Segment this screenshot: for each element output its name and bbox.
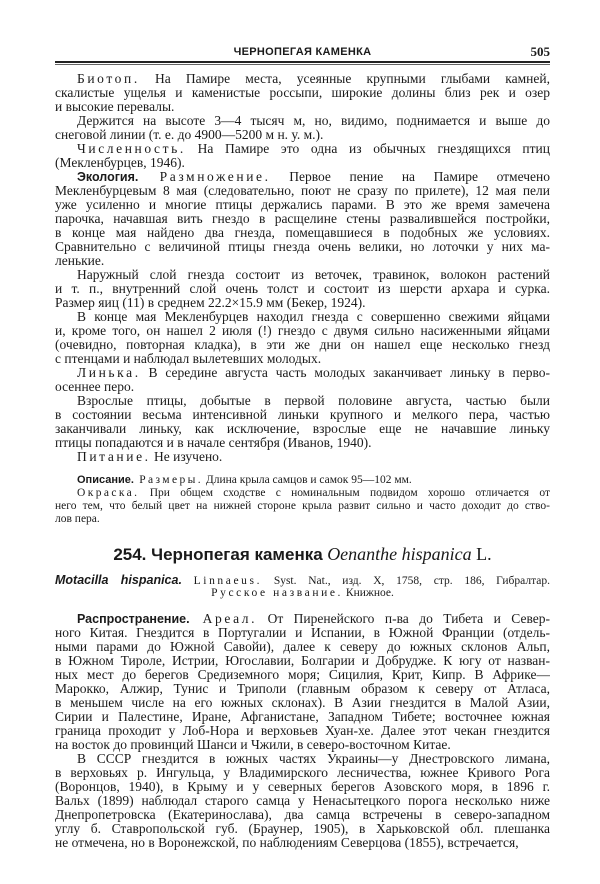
text-line	[55, 450, 550, 464]
line-text: (очевидно, повторная кладка), в эти же дни он нашел еще несколько гнезд	[55, 338, 550, 352]
paragraph	[55, 170, 550, 268]
text-line	[55, 100, 550, 114]
text-line	[55, 808, 550, 822]
spaced-lead: Биотоп.	[77, 72, 140, 86]
text-line	[55, 738, 550, 752]
text-line	[55, 254, 550, 268]
text-line	[55, 156, 550, 170]
header-rule-thin	[55, 64, 550, 65]
paragraph	[55, 366, 550, 394]
species-author: L.	[476, 544, 492, 564]
spaced-lead: Размножение.	[138, 170, 271, 184]
line-text: Размер яиц (11) в среднем 22.2×15.9 мм (Бекер, 1924).	[55, 296, 366, 310]
bold-lead: Описание.	[77, 474, 134, 486]
text-line	[55, 696, 550, 710]
line-text: От Пиренейского п-ва до Тибета и Север-	[257, 612, 550, 626]
russian-name-line	[55, 587, 550, 600]
text-line	[55, 142, 550, 156]
spaced-lead: Питание.	[77, 450, 151, 464]
text-line	[55, 668, 550, 682]
text-line	[55, 710, 550, 724]
synonym-line	[55, 574, 550, 587]
text-line	[55, 408, 550, 422]
running-header	[55, 42, 550, 62]
line-text: Наружный слой гнезда состоит из веточек, травинок, волокон растений	[77, 268, 550, 282]
species-number-name: 254. Чернопегая каменка	[113, 545, 323, 564]
line-text: Сирии и Палестине, Иране, Афганистане, Западном Тибете; восточнее южная	[55, 710, 550, 724]
line-text: снеговой линии (т. е. до 4900—5200 м н. у. м.).	[55, 128, 324, 142]
text-line	[55, 474, 550, 487]
line-text: Днепропетровска (Екатеринослава), два самца встречены в северо-западном	[55, 808, 550, 822]
text-line	[55, 640, 550, 654]
synonymy	[55, 574, 550, 600]
line-text: лов пера.	[55, 513, 100, 525]
synonym-latin: Motacilla hispanica.	[55, 574, 182, 587]
paragraph	[55, 612, 550, 752]
paragraph	[55, 450, 550, 464]
line-text: Длина крыла самцов и самок 95—102 мм.	[203, 474, 412, 486]
paragraph	[55, 487, 550, 526]
text-line	[55, 380, 550, 394]
text-line	[55, 394, 550, 408]
line-text: Держится на высоте 3—4 тысяч м, но, видимо, поднимается и выше до	[77, 114, 550, 128]
line-text: (Мекленбурцев, 1946).	[55, 156, 185, 170]
line-text: Первое пение на Памире отмечено	[270, 170, 550, 184]
text-line	[55, 794, 550, 808]
text-line	[55, 352, 550, 366]
text-line	[55, 654, 550, 668]
text-line	[55, 170, 550, 184]
text-line	[55, 513, 550, 526]
species-heading	[55, 543, 550, 566]
line-text: в верховьях р. Ингульца, у Владимирского лесничества, южнее Кривого Рога	[55, 766, 550, 780]
text-line	[55, 436, 550, 450]
text-line	[55, 500, 550, 513]
text-line	[55, 766, 550, 780]
line-text: граница проходит у Лоб-Нора и верховьев Хуан-хе. Далее этот чекан гнездится	[55, 724, 550, 738]
line-text: ными парами до Южной Савойи), далее к северу до южных склонов Альп,	[55, 640, 550, 654]
section-ecology	[55, 72, 550, 464]
russian-name-label: Русское название.	[211, 587, 344, 599]
bold-lead: Распространение.	[77, 612, 190, 626]
text-line	[55, 184, 550, 198]
line-text: птицы попадаются и в начале сентября (Иванов, 1940).	[55, 436, 372, 450]
text-line	[55, 198, 550, 212]
text-line	[55, 422, 550, 436]
line-text: Марокко, Алжир, Тунис и Триполи (главным образом к северу от Атласа,	[55, 682, 550, 696]
line-text: Мекленбурцевым 8 мая (следовательно, поют не сразу по прилете), 12 мая пели	[55, 184, 550, 198]
text-line	[55, 86, 550, 100]
bold-lead: Экология.	[77, 170, 139, 184]
spaced-lead: Численность.	[77, 142, 186, 156]
spaced-lead: Окраска.	[77, 487, 140, 499]
text-line	[55, 310, 550, 324]
text-line	[55, 240, 550, 254]
line-text: в состоянии весьма интенсивной линьки крупного и мелкого пера, частью	[55, 408, 550, 422]
page-number: 505	[530, 44, 550, 59]
line-text: и высокие перевалы.	[55, 100, 175, 114]
line-text: Вальх (1899) наблюдал старого самца у Ненасытецкого порога несколько ниже	[55, 794, 550, 808]
text-line	[55, 752, 550, 766]
text-line	[55, 72, 550, 86]
text-line	[55, 780, 550, 794]
text-line	[55, 366, 550, 380]
section-description	[55, 474, 550, 526]
paragraph	[55, 114, 550, 142]
paragraph	[55, 310, 550, 366]
section-distribution	[55, 612, 550, 850]
synonym-ref: Syst. Nat., изд. X, 1758, стр. 186, Гибралтар.	[262, 575, 550, 587]
paragraph	[55, 72, 550, 114]
text-line	[55, 338, 550, 352]
paragraph	[55, 268, 550, 310]
line-text: на восток до провинций Шанси и Чжили, в северо-восточном Китае.	[55, 738, 451, 752]
line-text: В СССР гнездится в южных частях Украины—у Днестровского лимана,	[77, 752, 550, 766]
paragraph	[55, 752, 550, 850]
text-line	[55, 128, 550, 142]
text-line	[55, 324, 550, 338]
text-line	[55, 724, 550, 738]
line-text: в конце мая найдено два гнезда, помещавшиеся в подобных же условиях.	[55, 226, 550, 240]
text-line	[55, 282, 550, 296]
text-line	[55, 268, 550, 282]
spaced-lead: Ареал.	[189, 612, 258, 626]
spaced-lead: Линька.	[77, 366, 141, 380]
line-text: Сравнительно с величиной птицы гнезда очень велики, но лоточки у них ма-	[55, 240, 550, 254]
line-text: В конце мая Мекленбурцев находил гнезда с совершенно свежими яйцами	[77, 310, 550, 324]
line-text: ленькие.	[55, 254, 105, 268]
line-text: углу б. Ставропольской губ. (Браунер, 1905), в Харьковской обл. плешанка	[55, 822, 550, 836]
line-text: и, кроме того, он нашел 2 июля (!) гнездо с двумя сильно насиженными яйцами	[55, 324, 550, 338]
line-text: На Памире это одна из обычных гнездящихся птиц	[185, 142, 550, 156]
line-text: (Воронцов, 1940), в Крыму и у северных берегов Азовского моря, в 1896 г.	[55, 780, 550, 794]
synonym-author: Linnaeus.	[193, 575, 263, 587]
line-text: в меньшем числе на его южных склонах). В Азии гнездится в Малой Азии,	[55, 696, 550, 710]
russian-name-value: Книжное.	[343, 587, 394, 599]
line-text: уже усиленно и многие птицы держались парами. В это же время замечена	[55, 198, 550, 212]
line-text: ных мест до берегов Средиземного моря; Сицилия, Крит, Кипр. В Африке—	[55, 668, 550, 682]
line-text: и т. п., внутренний слой очень толст и состоит из шерсти архара и сурка.	[55, 282, 550, 296]
text-line	[55, 822, 550, 836]
text-line	[55, 682, 550, 696]
line-text: не отмечена, но в Воронежской, по наблюдениям Северцова (1855), встречается,	[55, 836, 519, 850]
text-line	[55, 212, 550, 226]
paragraph	[55, 142, 550, 170]
running-title: ЧЕРНОПЕГАЯ КАМЕНКА	[233, 46, 372, 58]
text-line	[55, 626, 550, 640]
line-text: При общем сходстве с номинальным подвидом хорошо отличается от	[139, 487, 550, 499]
line-text: На Памире места, усеянные крупными глыбами камней,	[139, 72, 550, 86]
line-text: заканчивали линьку, как исключение, взрослые еще не начавшие линьку	[55, 422, 550, 436]
text-line	[55, 296, 550, 310]
line-text: парочка, начавшая вить гнездо в расщелине стены развалившейся постройки,	[55, 212, 550, 226]
text-line	[55, 836, 550, 850]
line-text: Не изучено.	[150, 450, 223, 464]
paragraph	[55, 394, 550, 450]
paragraph	[55, 474, 550, 487]
header-rule	[55, 61, 550, 63]
line-text: В середине августа часть молодых заканчивает линьку в перво-	[140, 366, 550, 380]
spaced-lead: Размеры.	[133, 474, 204, 486]
line-text: с птенцами и наблюдал вылетевших молодых.	[55, 352, 322, 366]
text-line	[55, 612, 550, 626]
text-line	[55, 487, 550, 500]
text-line	[55, 114, 550, 128]
line-text: него тем, что белый цвет на нижней стороне крыла развит сильно и часто доходит до ство-	[55, 500, 550, 512]
line-text: Взрослые птицы, добытые в первой половине августа, частью были	[77, 394, 550, 408]
line-text: скалистые ущелья и каменистые россыпи, широкие долины близ рек и озер	[55, 86, 550, 100]
line-text: осеннее перо.	[55, 380, 135, 394]
line-text: ного Китая. Гнездится в Португалии и Испании, в Южной Франции (отдель-	[55, 626, 550, 640]
text-line	[55, 226, 550, 240]
line-text: в Южном Тироле, Истрии, Югославии, Болгарии и Добрудже. К югу от назван-	[55, 654, 550, 668]
species-latin: Oenanthe hispanica	[327, 544, 472, 564]
